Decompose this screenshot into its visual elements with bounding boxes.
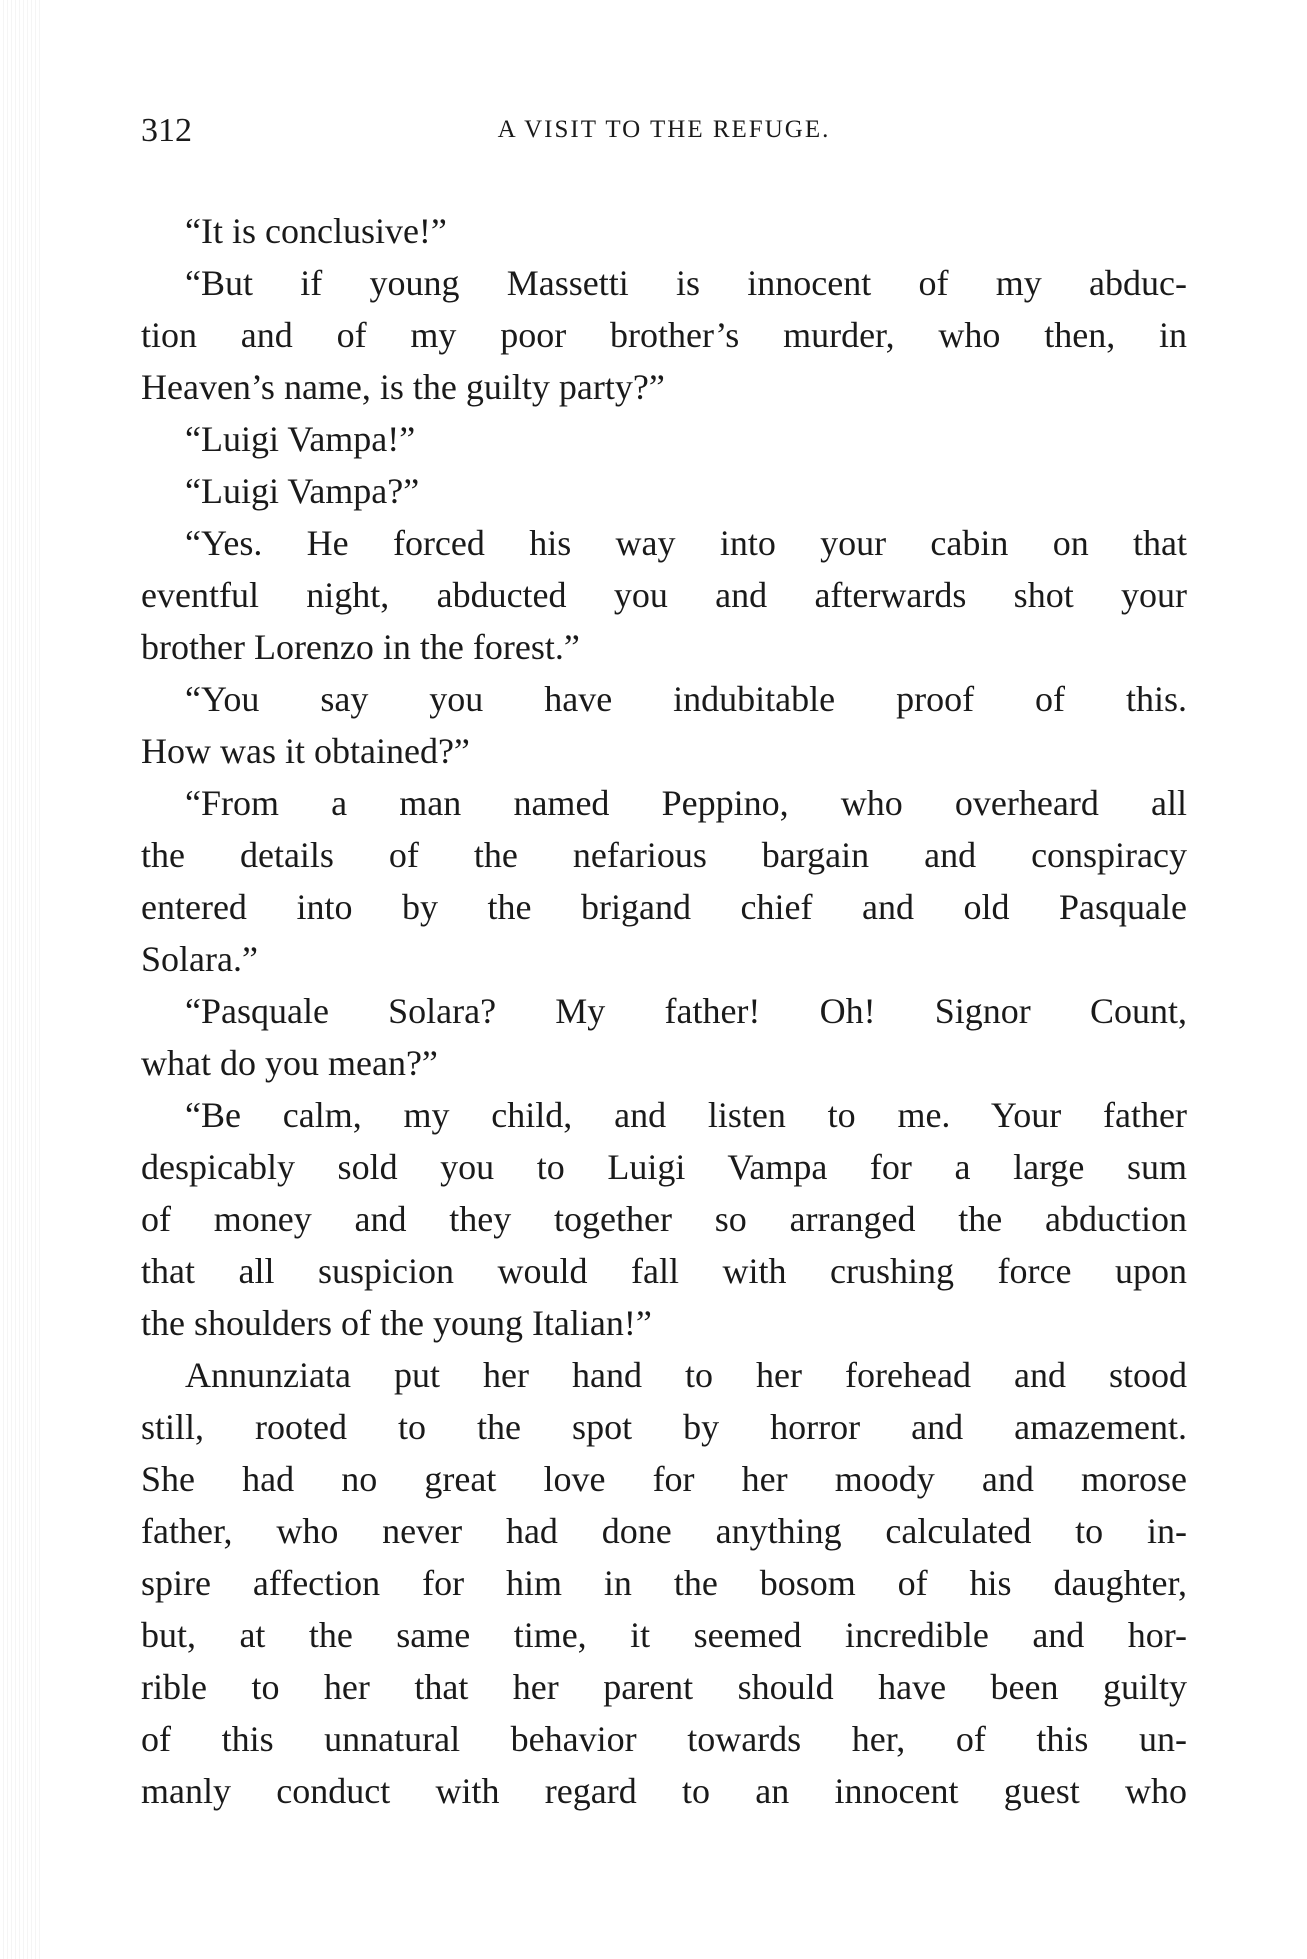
text-line: How was it obtained?”: [141, 731, 470, 771]
text-line: the shoulders of the young Italian!”: [141, 1303, 652, 1343]
text-line: “It is conclusive!”: [185, 211, 447, 251]
text-line: manly conduct with regard to an innocent guest who: [141, 1771, 1187, 1811]
text-line: brother Lorenzo in the forest.”: [141, 627, 580, 667]
text-line: “You say you have indubitable proof of this.: [185, 679, 1187, 719]
text-line: “Pasquale Solara? My father! Oh! Signor Count,: [185, 991, 1187, 1031]
text-line: that all suspicion would fall with crushing force upon: [141, 1251, 1187, 1291]
text-line: “But if young Massetti is innocent of my abduc-: [185, 263, 1187, 303]
text-line: “From a man named Peppino, who overheard all: [185, 783, 1187, 823]
text-line: “Yes. He forced his way into your cabin on that: [185, 523, 1187, 563]
text-line: still, rooted to the spot by horror and amazement.: [141, 1407, 1187, 1447]
text-line: what do you mean?”: [141, 1043, 438, 1083]
text-line: “Be calm, my child, and listen to me. Your father: [185, 1095, 1187, 1135]
text-line: “Luigi Vampa!”: [185, 419, 416, 459]
text-line: She had no great love for her moody and morose: [141, 1459, 1187, 1499]
text-line: “Luigi Vampa?”: [185, 471, 420, 511]
text-line: entered into by the brigand chief and old Pasquale: [141, 887, 1187, 927]
text-line: Annunziata put her hand to her forehead and stood: [185, 1355, 1187, 1395]
running-title: A VISIT TO THE REFUGE.: [497, 116, 831, 143]
text-line: father, who never had done anything calculated to in-: [141, 1511, 1187, 1551]
body-text: [141, 205, 1187, 1817]
text-line: but, at the same time, it seemed incredible and hor-: [141, 1615, 1187, 1655]
text-line: of this unnatural behavior towards her, of this un-: [141, 1719, 1187, 1759]
text-line: rible to her that her parent should have been guilty: [141, 1667, 1187, 1707]
text-line: eventful night, abducted you and afterwards shot your: [141, 575, 1187, 615]
text-line: spire affection for him in the bosom of his daughter,: [141, 1563, 1187, 1603]
text-line: Solara.”: [141, 939, 258, 979]
text-line: tion and of my poor brother’s murder, who then, in: [141, 315, 1187, 355]
page-header: [141, 112, 1187, 152]
text-line: despicably sold you to Luigi Vampa for a large sum: [141, 1147, 1187, 1187]
page-edge-scan-noise: [0, 0, 40, 1959]
text-line: of money and they together so arranged the abduction: [141, 1199, 1187, 1239]
text-line: Heaven’s name, is the guilty party?”: [141, 367, 665, 407]
text-line: the details of the nefarious bargain and conspiracy: [141, 835, 1187, 875]
page-number: 312: [141, 112, 192, 149]
